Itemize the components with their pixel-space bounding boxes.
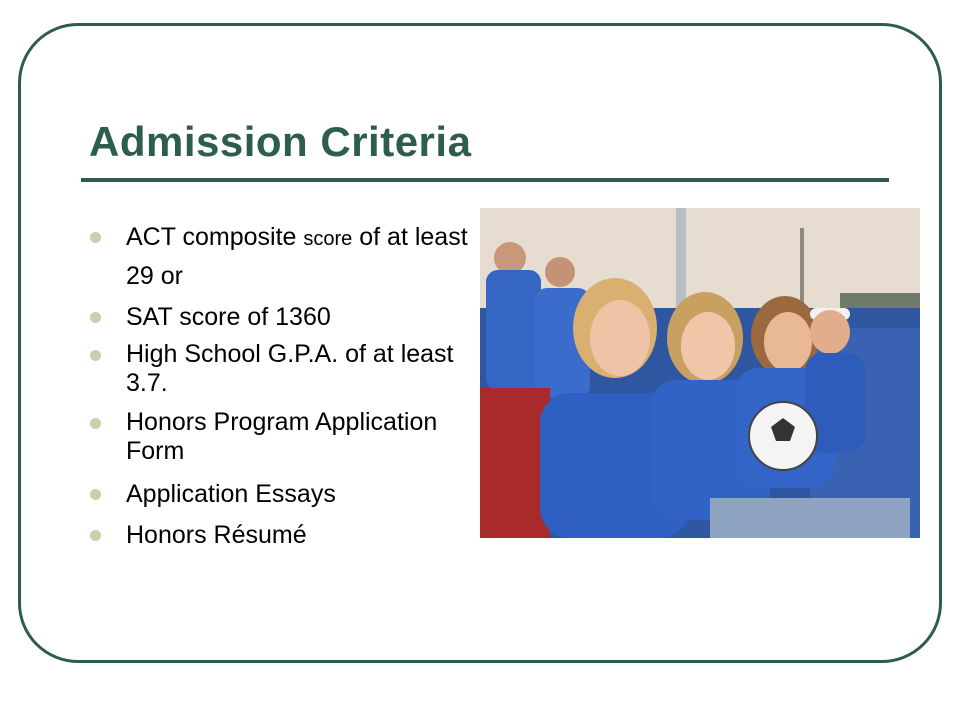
bullet-icon — [90, 232, 101, 243]
title-underline — [81, 178, 889, 182]
bullet-icon — [90, 350, 101, 361]
bullet-icon — [90, 312, 101, 323]
criteria-list — [90, 219, 470, 558]
list-item-text-after: of at least 29 or — [126, 223, 468, 290]
list-item-text: High School G.P.A. of at least 3.7. — [126, 340, 454, 397]
list-item-text-small: score — [303, 228, 353, 250]
list-item — [90, 340, 470, 398]
bullet-icon — [90, 489, 101, 500]
photo-image — [480, 208, 920, 538]
list-item — [90, 517, 470, 554]
list-item-text-before: ACT composite — [126, 223, 304, 251]
students-photo — [480, 208, 920, 538]
list-item — [90, 476, 470, 513]
list-item-text: Honors Résumé — [126, 521, 307, 549]
list-item — [90, 299, 470, 336]
list-item — [90, 408, 470, 466]
list-item-text: SAT score of 1360 — [126, 303, 331, 331]
list-item — [90, 219, 470, 295]
list-item-text: Application Essays — [126, 480, 336, 508]
bullet-icon — [90, 530, 101, 541]
slide-title: Admission Criteria — [89, 118, 472, 165]
list-item-text: Honors Program Application Form — [126, 408, 438, 465]
bullet-icon — [90, 418, 101, 429]
